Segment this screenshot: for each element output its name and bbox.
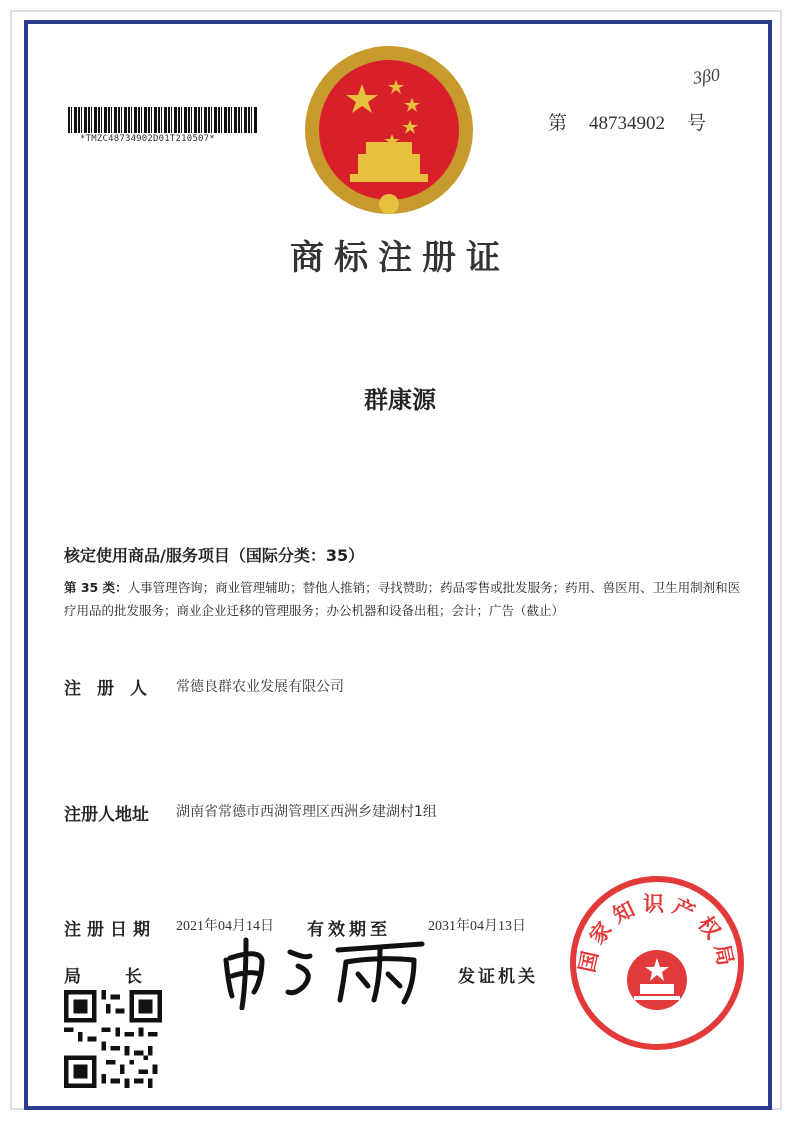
services-heading: 核定使用商品/服务项目（国际分类：35） bbox=[64, 546, 365, 565]
valid-until-value: 2031年04月13日 bbox=[428, 919, 526, 934]
address-label: 注册人地址 bbox=[64, 805, 149, 825]
national-emblem-icon bbox=[300, 44, 478, 222]
reg-prefix: 第 bbox=[548, 113, 568, 134]
issuer-label: 发证机关 bbox=[458, 967, 538, 987]
registration-date-value: 2021年04月14日 bbox=[176, 919, 274, 934]
barcode-number: *TMZC48734902D01T210507* bbox=[80, 134, 215, 144]
valid-until-label: 有效期至 bbox=[307, 920, 391, 940]
certificate-title: 商标注册证 bbox=[290, 238, 510, 278]
registrant-label: 注册人 bbox=[64, 679, 163, 699]
trademark-name: 群康源 bbox=[364, 385, 436, 414]
services-list bbox=[64, 576, 744, 622]
services-class-label: 第 35 类： bbox=[64, 580, 128, 595]
qr-code bbox=[64, 990, 162, 1088]
reg-suffix: 号 bbox=[687, 113, 707, 134]
registration-date-label: 注册日期 bbox=[64, 920, 156, 940]
director-signature bbox=[218, 930, 433, 1010]
registrant-value: 常德良群农业发展有限公司 bbox=[176, 679, 344, 695]
registration-number bbox=[548, 108, 706, 135]
official-seal bbox=[568, 874, 746, 1052]
reg-number: 48734902 bbox=[589, 113, 666, 134]
handwritten-note: 3β0 bbox=[691, 64, 722, 88]
barcode bbox=[68, 107, 258, 133]
address-value: 湖南省常德市西湖管理区西洲乡建湖村1组 bbox=[176, 804, 437, 820]
seal-text: 国家知识产权局 bbox=[573, 890, 741, 975]
services-text: 人事管理咨询；商业管理辅助；替他人推销；寻找赞助；药品零售或批发服务；药用、兽医用、卫生用制剂和医疗用品的批发服务；商业企业迁移的管理服务；办公机器和设备出租；会计；广告（截止） bbox=[64, 580, 741, 618]
director-label: 局长 bbox=[64, 967, 186, 987]
